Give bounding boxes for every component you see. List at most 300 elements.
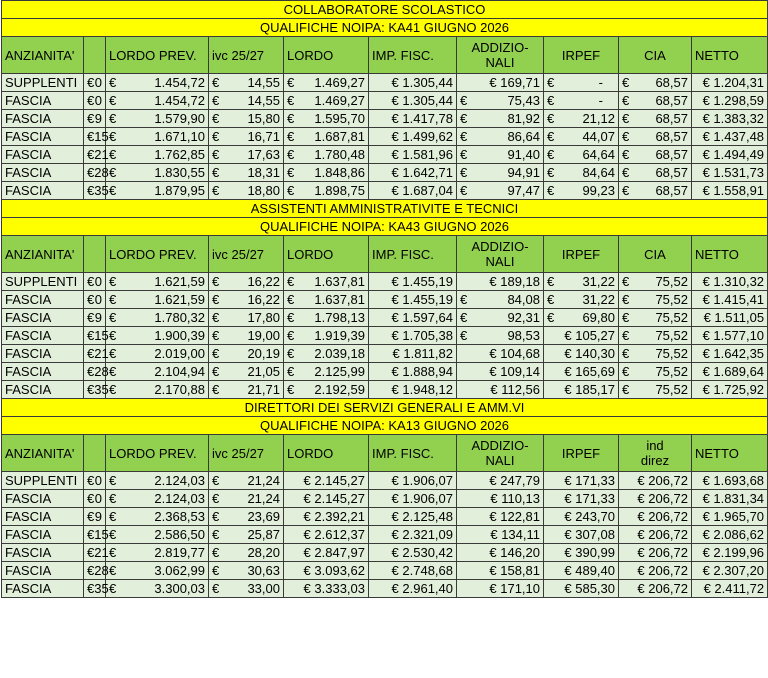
currency-symbol: € [212, 364, 220, 379]
table-cell [544, 74, 619, 92]
section-subtitle [2, 417, 768, 435]
cell-value: 0 [94, 93, 102, 108]
currency-symbol: € [622, 165, 630, 180]
table-cell: € 2.199,96 [692, 544, 768, 562]
currency-symbol: € [109, 509, 117, 524]
table-cell [106, 363, 209, 381]
currency-symbol: € [287, 346, 295, 361]
cell-value: 28,20 [247, 545, 280, 560]
currency-symbol: € [287, 183, 295, 198]
cell-value: 0 [94, 292, 102, 307]
table-cell [209, 472, 284, 490]
column-header: ANZIANITA' [2, 435, 84, 472]
table-cell: € 165,69 [544, 363, 619, 381]
table-cell: € 1.725,92 [692, 381, 768, 399]
cell-value: 1.830,55 [154, 165, 205, 180]
table-cell: € 1.888,94 [369, 363, 457, 381]
column-header: LORDO PREV. [106, 435, 209, 472]
table-cell [106, 472, 209, 490]
cell-value: 0 [94, 491, 102, 506]
currency-symbol: € [547, 129, 555, 144]
cell-value: 1.621,59 [154, 274, 205, 289]
table-cell: FASCIA [2, 164, 84, 182]
cell-value: 18,80 [247, 183, 280, 198]
table-cell [209, 164, 284, 182]
section-subtitle [2, 19, 768, 37]
table-cell [209, 508, 284, 526]
cell-value: 1.900,39 [154, 328, 205, 343]
currency-symbol: € [109, 346, 117, 361]
cell-value: - [598, 93, 603, 108]
column-header: LORDO PREV. [106, 37, 209, 74]
table-row [2, 472, 768, 490]
cell-value: 75,43 [507, 93, 540, 108]
table-row [2, 345, 768, 363]
table-cell: FASCIA [2, 146, 84, 164]
table-cell: FASCIA [2, 381, 84, 399]
table-cell: FASCIA [2, 580, 84, 598]
column-header: ANZIANITA' [2, 236, 84, 273]
table-row [2, 291, 768, 309]
cell-value: 9 [94, 310, 102, 325]
table-cell [619, 164, 692, 182]
table-cell [106, 110, 209, 128]
cell-value: 1.687,81 [314, 129, 365, 144]
table-cell: € 1.811,82 [369, 345, 457, 363]
table-cell [106, 345, 209, 363]
currency-symbol: € [287, 328, 295, 343]
cell-value: 1.848,86 [314, 165, 365, 180]
currency-symbol: € [109, 364, 117, 379]
table-cell: FASCIA [2, 309, 84, 327]
cell-value: 69,80 [582, 310, 615, 325]
cell-value: 2.368,53 [154, 509, 205, 524]
currency-symbol: € [460, 93, 468, 108]
table-cell: € 206,72 [619, 562, 692, 580]
table-cell [84, 472, 106, 490]
table-cell [106, 580, 209, 598]
table-cell: € 1.383,32 [692, 110, 768, 128]
table-cell [84, 74, 106, 92]
cell-value: 21 [94, 147, 109, 162]
section-title [2, 399, 768, 417]
table-cell [544, 164, 619, 182]
cell-value: 16,71 [247, 129, 280, 144]
table-cell: € 1.906,07 [369, 490, 457, 508]
column-header [84, 435, 106, 472]
currency-symbol: € [87, 183, 95, 198]
section-subtitle-cell: QUALIFICHE NOIPA: KA41 GIUGNO 2026 [2, 19, 768, 37]
section-subtitle-cell: QUALIFICHE NOIPA: KA13 GIUGNO 2026 [2, 417, 768, 435]
currency-symbol: € [460, 292, 468, 307]
table-cell [284, 363, 369, 381]
table-cell [619, 327, 692, 345]
cell-value: 35 [94, 183, 109, 198]
cell-value: 97,47 [507, 183, 540, 198]
cell-value: 1.621,59 [154, 292, 205, 307]
table-cell [106, 128, 209, 146]
table-cell [84, 291, 106, 309]
cell-value: 2.019,00 [154, 346, 205, 361]
cell-value: 1.579,90 [154, 111, 205, 126]
currency-symbol: € [212, 93, 220, 108]
table-row [2, 562, 768, 580]
section-title-cell: DIRETTORI DEI SERVIZI GENERALI E AMM.VI [2, 399, 768, 417]
table-cell: € 206,72 [619, 544, 692, 562]
currency-symbol: € [87, 491, 95, 506]
table-cell: € 2.748,68 [369, 562, 457, 580]
table-cell [84, 562, 109, 580]
cell-value: 2.586,50 [154, 527, 205, 542]
table-cell: € 112,56 [457, 381, 544, 399]
currency-symbol: € [87, 509, 95, 524]
cell-value: 17,63 [247, 147, 280, 162]
table-cell [619, 273, 692, 291]
currency-symbol: € [212, 473, 220, 488]
table-cell [457, 327, 544, 345]
currency-symbol: € [109, 274, 117, 289]
cell-value: 3.300,03 [154, 581, 205, 596]
table-cell: € 1.687,04 [369, 182, 457, 200]
cell-value: 68,57 [655, 165, 688, 180]
table-cell [84, 146, 109, 164]
currency-symbol: € [212, 165, 220, 180]
table-cell: € 1.689,64 [692, 363, 768, 381]
cell-value: 2.124,03 [154, 491, 205, 506]
table-cell: € 2.145,27 [284, 490, 369, 508]
table-cell [84, 508, 106, 526]
currency-symbol: € [547, 147, 555, 162]
table-cell: FASCIA [2, 363, 84, 381]
currency-symbol: € [287, 93, 295, 108]
column-header: IMP. FISC. [369, 236, 457, 273]
table-cell: € 1.642,35 [692, 345, 768, 363]
currency-symbol: € [287, 147, 295, 162]
table-cell [106, 92, 209, 110]
table-cell: € 1.906,07 [369, 472, 457, 490]
table-cell [209, 490, 284, 508]
table-row [2, 309, 768, 327]
table-cell [106, 291, 209, 309]
cell-value: 0 [94, 274, 102, 289]
cell-value: 91,40 [507, 147, 540, 162]
column-header: ADDIZIO- NALI [457, 435, 544, 472]
currency-symbol: € [109, 292, 117, 307]
table-cell [284, 291, 369, 309]
table-cell: € 1.305,44 [369, 74, 457, 92]
table-cell [106, 490, 209, 508]
table-row [2, 273, 768, 291]
cell-value: 75,52 [655, 292, 688, 307]
table-cell [209, 110, 284, 128]
table-cell: SUPPLENTI [2, 273, 84, 291]
column-header: LORDO [284, 236, 369, 273]
cell-value: 75,52 [655, 328, 688, 343]
cell-value: 15,80 [247, 111, 280, 126]
table-cell: € 134,11 [457, 526, 544, 544]
table-cell [209, 327, 284, 345]
currency-symbol: € [109, 328, 117, 343]
table-cell [544, 92, 619, 110]
currency-symbol: € [460, 328, 468, 343]
cell-value: 1.671,10 [154, 129, 205, 144]
cell-value: 25,87 [247, 527, 280, 542]
currency-symbol: € [109, 93, 117, 108]
cell-value: 0 [94, 75, 102, 90]
table-cell: € 1.693,68 [692, 472, 768, 490]
table-row [2, 74, 768, 92]
table-cell [84, 92, 106, 110]
table-cell: FASCIA [2, 92, 84, 110]
table-cell [284, 381, 369, 399]
table-cell [106, 146, 209, 164]
currency-symbol: € [287, 292, 295, 307]
table-cell [84, 128, 109, 146]
table-cell [209, 544, 284, 562]
cell-value: 75,52 [655, 364, 688, 379]
table-cell [209, 92, 284, 110]
cell-value: 44,07 [582, 129, 615, 144]
table-cell: € 489,40 [544, 562, 619, 580]
section-title-cell: ASSISTENTI AMMINISTRATIVITE E TECNICI [2, 200, 768, 218]
cell-value: 98,53 [507, 328, 540, 343]
table-cell [209, 381, 284, 399]
cell-value: 9 [94, 509, 102, 524]
currency-symbol: € [547, 93, 555, 108]
cell-value: 28 [94, 165, 109, 180]
table-cell: € 185,17 [544, 381, 619, 399]
currency-symbol: € [460, 129, 468, 144]
table-cell: FASCIA [2, 544, 84, 562]
cell-value: 81,92 [507, 111, 540, 126]
table-cell: € 169,71 [457, 74, 544, 92]
cell-value: 21 [94, 346, 109, 361]
cell-value: 1.780,32 [154, 310, 205, 325]
cell-value: 19,00 [247, 328, 280, 343]
cell-value: 68,57 [655, 75, 688, 90]
table-cell: € 1.965,70 [692, 508, 768, 526]
column-header: ADDIZIO- NALI [457, 236, 544, 273]
table-cell: € 206,72 [619, 490, 692, 508]
table-cell [284, 327, 369, 345]
table-cell [106, 182, 209, 200]
header-row [2, 236, 768, 273]
cell-value: 2.124,03 [154, 473, 205, 488]
table-cell: € 189,18 [457, 273, 544, 291]
column-header: IMP. FISC. [369, 37, 457, 74]
cell-value: 2.192,59 [314, 382, 365, 397]
table-cell: € 1.455,19 [369, 291, 457, 309]
column-header: CIA [619, 236, 692, 273]
column-header: LORDO [284, 435, 369, 472]
table-cell: € 1.642,71 [369, 164, 457, 182]
currency-symbol: € [212, 545, 220, 560]
currency-symbol: € [109, 581, 117, 596]
table-cell [84, 110, 106, 128]
table-cell [619, 92, 692, 110]
cell-value: 68,57 [655, 93, 688, 108]
table-cell: FASCIA [2, 526, 84, 544]
cell-value: 15 [94, 527, 109, 542]
currency-symbol: € [287, 382, 295, 397]
currency-symbol: € [87, 581, 95, 596]
currency-symbol: € [109, 75, 117, 90]
currency-symbol: € [87, 274, 95, 289]
table-cell: € 307,08 [544, 526, 619, 544]
currency-symbol: € [622, 183, 630, 198]
table-cell [106, 74, 209, 92]
table-row [2, 164, 768, 182]
table-cell [544, 291, 619, 309]
currency-symbol: € [287, 364, 295, 379]
table-cell [84, 309, 106, 327]
section-title-cell: COLLABORATORE SCOLASTICO [2, 1, 768, 19]
cell-value: 64,64 [582, 147, 615, 162]
table-cell [106, 381, 209, 399]
cell-value: 28 [94, 563, 109, 578]
table-cell [84, 327, 109, 345]
currency-symbol: € [87, 382, 95, 397]
currency-symbol: € [460, 165, 468, 180]
currency-symbol: € [622, 364, 630, 379]
table-cell [84, 273, 106, 291]
table-row [2, 544, 768, 562]
table-cell [284, 182, 369, 200]
cell-value: 35 [94, 581, 109, 596]
cell-value: 2.125,99 [314, 364, 365, 379]
cell-value: 21 [94, 545, 109, 560]
table-cell: € 109,14 [457, 363, 544, 381]
table-cell [544, 309, 619, 327]
cell-value: 35 [94, 382, 109, 397]
table-cell: € 1.415,41 [692, 291, 768, 309]
currency-symbol: € [87, 473, 95, 488]
currency-symbol: € [212, 382, 220, 397]
cell-value: - [598, 75, 603, 90]
cell-value: 16,22 [247, 274, 280, 289]
table-cell [457, 128, 544, 146]
currency-symbol: € [622, 111, 630, 126]
table-cell: FASCIA [2, 562, 84, 580]
cell-value: 14,55 [247, 75, 280, 90]
cell-value: 68,57 [655, 111, 688, 126]
table-cell: € 1.558,91 [692, 182, 768, 200]
table-cell: € 206,72 [619, 472, 692, 490]
table-cell: € 171,10 [457, 580, 544, 598]
cell-value: 3.062,99 [154, 563, 205, 578]
column-header: LORDO PREV. [106, 236, 209, 273]
cell-value: 84,08 [507, 292, 540, 307]
table-cell: FASCIA [2, 110, 84, 128]
table-cell: € 171,33 [544, 490, 619, 508]
table-cell: € 2.125,48 [369, 508, 457, 526]
table-cell [284, 110, 369, 128]
currency-symbol: € [109, 382, 117, 397]
currency-symbol: € [287, 274, 295, 289]
cell-value: 68,57 [655, 183, 688, 198]
table-cell [619, 110, 692, 128]
currency-symbol: € [212, 563, 220, 578]
table-cell: € 110,13 [457, 490, 544, 508]
currency-symbol: € [212, 581, 220, 596]
currency-symbol: € [212, 509, 220, 524]
table-cell [84, 182, 109, 200]
table-cell [209, 291, 284, 309]
table-row [2, 381, 768, 399]
table-cell [284, 74, 369, 92]
cell-value: 68,57 [655, 147, 688, 162]
currency-symbol: € [87, 111, 95, 126]
column-header: CIA [619, 37, 692, 74]
cell-value: 92,31 [507, 310, 540, 325]
table-cell: € 105,27 [544, 327, 619, 345]
table-cell [284, 309, 369, 327]
table-cell [619, 128, 692, 146]
table-cell: € 2.307,20 [692, 562, 768, 580]
table-cell: € 1.948,12 [369, 381, 457, 399]
currency-symbol: € [109, 527, 117, 542]
currency-symbol: € [87, 545, 95, 560]
table-cell [106, 273, 209, 291]
table-cell: € 1.298,59 [692, 92, 768, 110]
currency-symbol: € [87, 527, 95, 542]
cell-value: 21,05 [247, 364, 280, 379]
table-row [2, 182, 768, 200]
currency-symbol: € [622, 75, 630, 90]
table-cell: € 1.581,96 [369, 146, 457, 164]
table-cell: € 206,72 [619, 508, 692, 526]
table-cell [209, 363, 284, 381]
table-cell: SUPPLENTI [2, 74, 84, 92]
table-cell: € 1.831,34 [692, 490, 768, 508]
table-cell [544, 182, 619, 200]
currency-symbol: € [622, 292, 630, 307]
table-cell: € 247,79 [457, 472, 544, 490]
table-cell: € 206,72 [619, 526, 692, 544]
currency-symbol: € [622, 147, 630, 162]
table-cell: € 1.417,78 [369, 110, 457, 128]
cell-value: 75,52 [655, 382, 688, 397]
table-cell: € 2.321,09 [369, 526, 457, 544]
cell-value: 15 [94, 129, 109, 144]
cell-value: 75,52 [655, 346, 688, 361]
table-cell: € 140,30 [544, 345, 619, 363]
cell-value: 75,52 [655, 310, 688, 325]
currency-symbol: € [87, 75, 95, 90]
currency-symbol: € [622, 129, 630, 144]
table-cell: € 2.145,27 [284, 472, 369, 490]
currency-symbol: € [622, 274, 630, 289]
table-cell: € 122,81 [457, 508, 544, 526]
currency-symbol: € [460, 147, 468, 162]
table-cell [619, 182, 692, 200]
table-cell [106, 164, 209, 182]
table-cell: € 1.437,48 [692, 128, 768, 146]
header-row [2, 435, 768, 472]
cell-value: 23,69 [247, 509, 280, 524]
currency-symbol: € [212, 328, 220, 343]
cell-value: 1.454,72 [154, 93, 205, 108]
table-cell: € 1.310,32 [692, 273, 768, 291]
currency-symbol: € [109, 183, 117, 198]
currency-symbol: € [212, 147, 220, 162]
table-cell [619, 74, 692, 92]
cell-value: 9 [94, 111, 102, 126]
cell-value: 14,55 [247, 93, 280, 108]
cell-value: 2.819,77 [154, 545, 205, 560]
column-header: ADDIZIO- NALI [457, 37, 544, 74]
cell-value: 1.595,70 [314, 111, 365, 126]
